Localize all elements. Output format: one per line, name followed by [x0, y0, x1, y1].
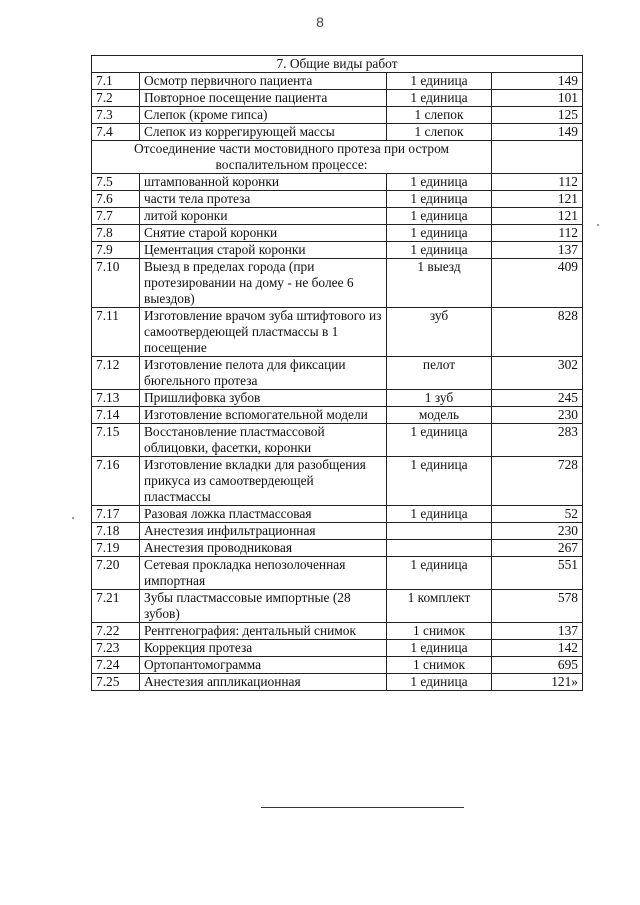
row-number: 7.5 — [92, 174, 140, 191]
table-row — [92, 107, 583, 124]
row-number: 7.17 — [92, 506, 140, 523]
service-unit: 1 снимок — [387, 657, 492, 674]
table-row — [92, 191, 583, 208]
table-row — [92, 506, 583, 523]
service-price: 112 — [492, 174, 583, 191]
service-name: штампованной коронки — [140, 174, 387, 191]
service-name: Изготовление пелота для фиксации бюгельного протеза — [140, 357, 387, 390]
service-unit: 1 слепок — [387, 107, 492, 124]
service-name: Разовая ложка пластмассовая — [140, 506, 387, 523]
service-price: 230 — [492, 523, 583, 540]
service-unit: пелот — [387, 357, 492, 390]
service-unit: 1 единица — [387, 242, 492, 259]
row-number: 7.18 — [92, 523, 140, 540]
row-number: 7.15 — [92, 424, 140, 457]
service-unit — [387, 540, 492, 557]
service-price: 578 — [492, 590, 583, 623]
service-unit: 1 единица — [387, 506, 492, 523]
group-empty-cell — [492, 141, 583, 174]
service-unit: 1 единица — [387, 424, 492, 457]
service-name: Изготовление врачом зуба штифтового из самоотвердеющей пластмассы в 1 посещение — [140, 308, 387, 357]
service-unit: 1 единица — [387, 225, 492, 242]
table-row — [92, 259, 583, 308]
service-unit: 1 снимок — [387, 623, 492, 640]
table-row — [92, 73, 583, 90]
table-row — [92, 540, 583, 557]
row-number: 7.22 — [92, 623, 140, 640]
service-unit — [387, 523, 492, 540]
service-name: Повторное посещение пациента — [140, 90, 387, 107]
service-name: Рентгенография: дентальный снимок — [140, 623, 387, 640]
service-unit: 1 единица — [387, 674, 492, 691]
row-number: 7.23 — [92, 640, 140, 657]
section-header-row — [92, 56, 583, 73]
service-price: 137 — [492, 623, 583, 640]
row-number: 7.12 — [92, 357, 140, 390]
service-name: Зубы пластмассовые импортные (28 зубов) — [140, 590, 387, 623]
service-name: Слепок из коррегирующей массы — [140, 124, 387, 141]
service-price: 283 — [492, 424, 583, 457]
service-price: 142 — [492, 640, 583, 657]
row-number: 7.24 — [92, 657, 140, 674]
scan-speck — [597, 224, 599, 226]
table-row — [92, 523, 583, 540]
service-unit: 1 единица — [387, 90, 492, 107]
table-row — [92, 90, 583, 107]
service-price: 267 — [492, 540, 583, 557]
service-name: части тела протеза — [140, 191, 387, 208]
row-number: 7.9 — [92, 242, 140, 259]
service-name: Анестезия аппликационная — [140, 674, 387, 691]
table-row — [92, 674, 583, 691]
table-row — [92, 657, 583, 674]
service-name: Выезд в пределах города (при протезировании на дому - не более 6 выездов) — [140, 259, 387, 308]
service-price: 230 — [492, 407, 583, 424]
row-number: 7.21 — [92, 590, 140, 623]
service-unit: 1 комплект — [387, 590, 492, 623]
service-name: Изготовление вспомогательной модели — [140, 407, 387, 424]
service-unit: зуб — [387, 308, 492, 357]
service-name: Снятие старой коронки — [140, 225, 387, 242]
service-name: Восстановление пластмассовой облицовки, фасетки, коронки — [140, 424, 387, 457]
service-unit: 1 зуб — [387, 390, 492, 407]
table-row — [92, 424, 583, 457]
table-row — [92, 242, 583, 259]
service-price: 695 — [492, 657, 583, 674]
table-row — [92, 590, 583, 623]
row-number: 7.14 — [92, 407, 140, 424]
service-name: Осмотр первичного пациента — [140, 73, 387, 90]
section-title: 7. Общие виды работ — [92, 56, 583, 73]
price-table — [91, 55, 583, 691]
scan-speck — [72, 517, 74, 519]
table-row — [92, 225, 583, 242]
service-price: 125 — [492, 107, 583, 124]
service-unit: 1 единица — [387, 191, 492, 208]
service-unit: 1 единица — [387, 640, 492, 657]
row-number: 7.6 — [92, 191, 140, 208]
table-row — [92, 623, 583, 640]
service-name: Пришлифовка зубов — [140, 390, 387, 407]
service-price: 409 — [492, 259, 583, 308]
group-title: Отсоединение части мостовидного протеза при остром воспалительном процессе: — [92, 141, 492, 174]
service-price: 52 — [492, 506, 583, 523]
row-number: 7.2 — [92, 90, 140, 107]
service-unit: 1 единица — [387, 174, 492, 191]
table-row — [92, 208, 583, 225]
service-name: Ортопантомограмма — [140, 657, 387, 674]
service-unit: 1 единица — [387, 73, 492, 90]
service-price: 137 — [492, 242, 583, 259]
row-number: 7.11 — [92, 308, 140, 357]
service-unit: 1 единица — [387, 208, 492, 225]
table-row — [92, 407, 583, 424]
service-name: Коррекция протеза — [140, 640, 387, 657]
signature-line — [261, 807, 464, 808]
service-name: литой коронки — [140, 208, 387, 225]
service-price: 245 — [492, 390, 583, 407]
service-price: 149 — [492, 73, 583, 90]
row-number: 7.16 — [92, 457, 140, 506]
service-unit: 1 выезд — [387, 259, 492, 308]
service-name: Цементация старой коронки — [140, 242, 387, 259]
row-number: 7.19 — [92, 540, 140, 557]
row-number: 7.7 — [92, 208, 140, 225]
service-price: 149 — [492, 124, 583, 141]
service-unit: модель — [387, 407, 492, 424]
service-name: Анестезия инфильтрационная — [140, 523, 387, 540]
service-price: 121» — [492, 674, 583, 691]
table-row — [92, 457, 583, 506]
service-unit: 1 слепок — [387, 124, 492, 141]
table-row — [92, 557, 583, 590]
table-row — [92, 174, 583, 191]
group-header-row — [92, 141, 583, 174]
service-name: Изготовление вкладки для разобщения прикуса из самоотвердеющей пластмассы — [140, 457, 387, 506]
service-price: 728 — [492, 457, 583, 506]
row-number: 7.3 — [92, 107, 140, 124]
service-name: Сетевая прокладка непозолоченная импортная — [140, 557, 387, 590]
service-price: 828 — [492, 308, 583, 357]
row-number: 7.13 — [92, 390, 140, 407]
table-row — [92, 357, 583, 390]
table-row — [92, 390, 583, 407]
service-name: Анестезия проводниковая — [140, 540, 387, 557]
row-number: 7.25 — [92, 674, 140, 691]
service-price: 101 — [492, 90, 583, 107]
service-price: 302 — [492, 357, 583, 390]
row-number: 7.10 — [92, 259, 140, 308]
table-row — [92, 640, 583, 657]
service-unit: 1 единица — [387, 457, 492, 506]
service-price: 121 — [492, 208, 583, 225]
table-row — [92, 124, 583, 141]
service-price: 551 — [492, 557, 583, 590]
page-number: 8 — [316, 14, 324, 30]
service-unit: 1 единица — [387, 557, 492, 590]
service-price: 121 — [492, 191, 583, 208]
service-price: 112 — [492, 225, 583, 242]
row-number: 7.4 — [92, 124, 140, 141]
row-number: 7.1 — [92, 73, 140, 90]
table-row — [92, 308, 583, 357]
row-number: 7.20 — [92, 557, 140, 590]
service-name: Слепок (кроме гипса) — [140, 107, 387, 124]
row-number: 7.8 — [92, 225, 140, 242]
